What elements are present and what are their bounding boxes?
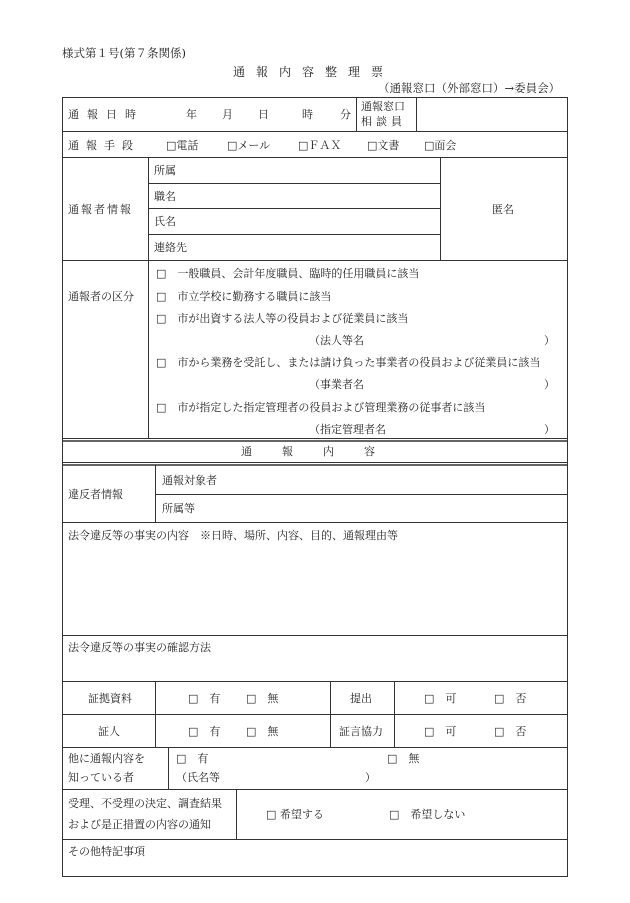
datetime-month: 月 (222, 108, 233, 121)
evidence-yes[interactable]: □ 有 (188, 692, 221, 705)
witness-no[interactable]: □ 無 (246, 725, 279, 738)
testimony-ng[interactable]: □ 否 (494, 725, 527, 738)
method-label: 通報手段 (68, 139, 140, 152)
form-title: 通報内容整理票 (233, 65, 395, 79)
datetime-hour: 時 (302, 108, 313, 121)
datetime-minute: 分 (340, 108, 351, 121)
window-label-line1: 通報窓口 (361, 100, 405, 113)
evidence-label: 証拠資料 (88, 692, 132, 705)
others-no[interactable]: □ 無 (387, 752, 420, 765)
category-manager-name: （指定管理者名 (309, 423, 386, 436)
window-label-line2: 相談員 (361, 115, 406, 128)
category-manager-close: ） (544, 423, 555, 436)
reporter-label: 通報者情報 (68, 203, 133, 216)
notify-label-line2: および是正措置の内容の通知 (68, 818, 211, 831)
others-label-line1: 他に通報内容を (68, 752, 145, 765)
category-contractor-close: ） (544, 378, 555, 391)
section-header: 通報内容 (241, 445, 405, 458)
route-note: （通報窓口（外部窓口）→委員会） (378, 81, 561, 95)
method-option-phone[interactable]: □電話 (166, 139, 199, 152)
category-contractor-name: （事業者名 (309, 378, 364, 391)
reporter-anonymous[interactable]: 匿名 (492, 203, 514, 216)
violator-field-affiliation: 所属等 (162, 502, 195, 515)
submit-ok[interactable]: □ 可 (424, 692, 457, 705)
datetime-year: 年 (186, 108, 197, 121)
datetime-day: 日 (258, 108, 269, 121)
reporter-field-affiliation: 所属 (154, 164, 176, 177)
witness-label: 証人 (98, 725, 120, 738)
method-option-document[interactable]: □文書 (367, 139, 400, 152)
method-option-fax[interactable]: □ＦＡＸ (298, 139, 342, 152)
others-label-line2: 知っている者 (68, 771, 134, 784)
method-option-meeting[interactable]: □面会 (424, 139, 457, 152)
remarks-label: その他特記事項 (68, 845, 145, 858)
submit-label: 提出 (350, 692, 372, 705)
category-corporation-name: （法人等名 (309, 334, 364, 347)
evidence-no[interactable]: □ 無 (246, 692, 279, 705)
form-number: 様式第１号(第７条関係) (62, 46, 186, 60)
submit-ng[interactable]: □ 否 (494, 692, 527, 705)
violator-field-target: 通報対象者 (162, 474, 217, 487)
category-item-contractor[interactable]: □ 市から業務を受託し、または請け負った事業者の役員および従業員に該当 (156, 356, 541, 369)
category-item-school[interactable]: □ 市立学校に勤務する職員に該当 (156, 290, 332, 303)
others-yes[interactable]: □ 有 (176, 752, 209, 765)
reporter-field-position: 職名 (154, 190, 176, 203)
reporter-field-name: 氏名 (154, 215, 176, 228)
category-corporation-close: ） (544, 334, 555, 347)
witness-yes[interactable]: □ 有 (188, 725, 221, 738)
notify-label-line1: 受理、不受理の決定、調査結果 (68, 797, 222, 810)
category-item-manager[interactable]: □ 市が指定した指定管理者の役員および管理業務の従事者に該当 (156, 401, 486, 414)
category-item-corporation[interactable]: □ 市が出資する法人等の役員および従業員に該当 (156, 312, 409, 325)
facts-label: 法令違反等の事実の内容 ※日時、場所、内容、目的、通報理由等 (68, 529, 398, 542)
others-name: （氏名等 (176, 771, 220, 784)
confirm-label: 法令違反等の事実の確認方法 (68, 641, 211, 654)
reporter-field-contact: 連絡先 (154, 241, 187, 254)
notify-want[interactable]: □ 希望する (266, 808, 324, 821)
datetime-label: 通報日時 (68, 108, 144, 121)
category-item-general[interactable]: □ 一般職員、会計年度職員、臨時的任用職員に該当 (156, 267, 420, 280)
notify-not-want[interactable]: □ 希望しない (389, 808, 466, 821)
testimony-label: 証言協力 (339, 725, 383, 738)
violator-label: 違反者情報 (68, 488, 123, 501)
category-label: 通報者の区分 (68, 290, 134, 303)
testimony-ok[interactable]: □ 可 (424, 725, 457, 738)
others-name-close: ） (365, 771, 376, 784)
method-option-mail[interactable]: □メール (227, 139, 271, 152)
